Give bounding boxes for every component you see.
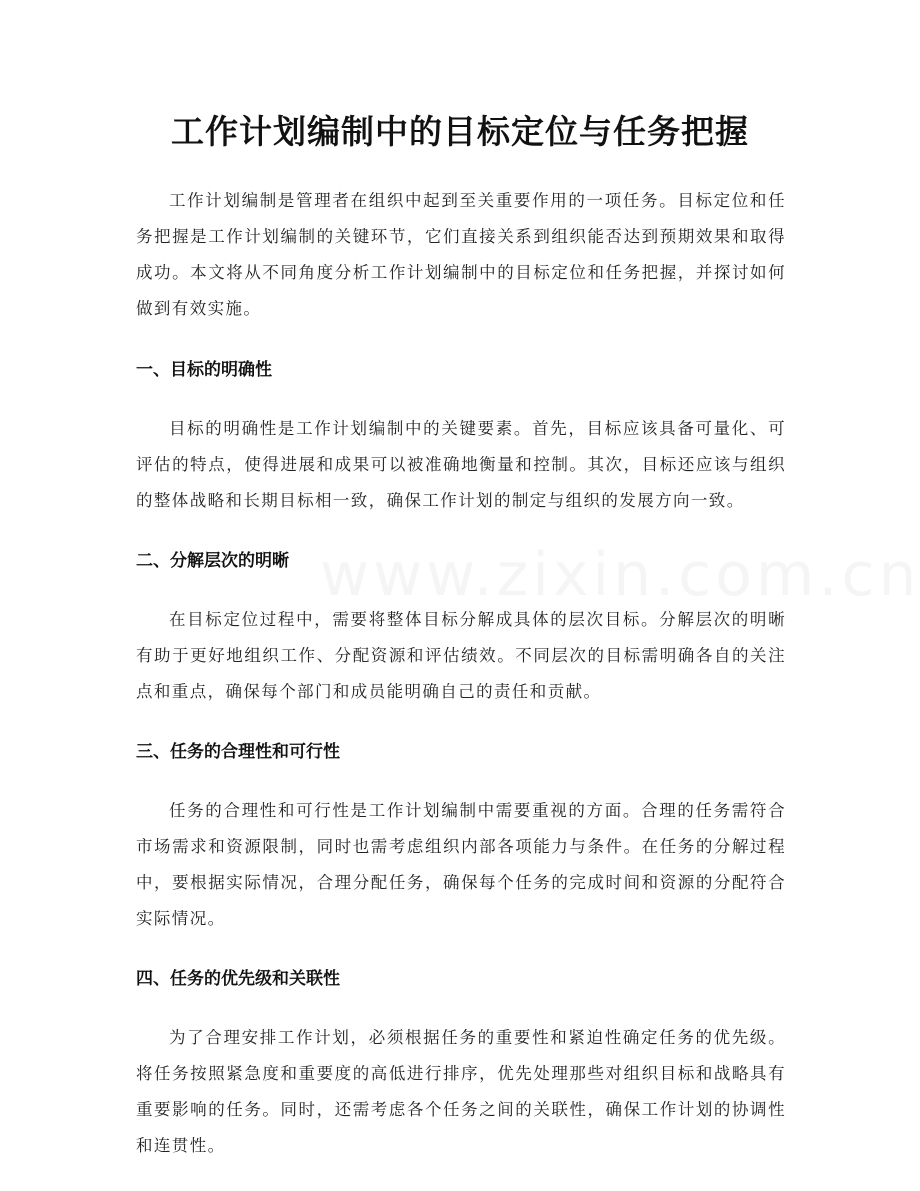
document-body — [136, 183, 786, 1164]
section-2-paragraph: 在目标定位过程中，需要将整体目标分解成具体的层次目标。分解层次的明晰有助于更好地组织工作、分配资源和评估绩效。不同层次的目标需明确各自的关注点和重点，确保每个部门和成员能明确自己的责任和贡献。 — [136, 610, 786, 701]
intro-paragraph: 工作计划编制是管理者在组织中起到至关重要作用的一项任务。目标定位和任务把握是工作计划编制的关键环节，它们直接关系到组织能否达到预期效果和取得成功。本文将从不同角度分析工作计划编制中的目标定位和任务把握，并探讨如何做到有效实施。 — [136, 191, 786, 318]
section-1-heading: 一、目标的明确性 — [136, 360, 272, 380]
section-3-heading: 三、任务的合理性和可行性 — [136, 742, 340, 762]
section-3-paragraph: 任务的合理性和可行性是工作计划编制中需要重视的方面。合理的任务需符合市场需求和资源限制，同时也需考虑组织内部各项能力与条件。在任务的分解过程中，要根据实际情况，合理分配任务，确保每个任务的完成时间和资源的分配符合实际情况。 — [136, 801, 786, 928]
section-4-heading: 四、任务的优先级和关联性 — [136, 969, 340, 989]
section-2-heading: 二、分解层次的明晰 — [136, 551, 289, 571]
section-1-paragraph: 目标的明确性是工作计划编制中的关键要素。首先，目标应该具备可量化、可评估的特点，使得进展和成果可以被准确地衡量和控制。其次，目标还应该与组织的整体战略和长期目标相一致，确保工作计划的制定与组织的发展方向一致。 — [136, 419, 786, 510]
section-4-paragraph: 为了合理安排工作计划，必须根据任务的重要性和紧迫性确定任务的优先级。将任务按照紧急度和重要度的高低进行排序，优先处理那些对组织目标和战略具有重要影响的任务。同时，还需考虑各个任务之间的关联性，确保工作计划的协调性和连贯性。 — [136, 1028, 786, 1155]
watermark: www.zixin.com.cn — [320, 540, 920, 610]
document-title: 工作计划编制中的目标定位与任务把握 — [171, 112, 749, 151]
